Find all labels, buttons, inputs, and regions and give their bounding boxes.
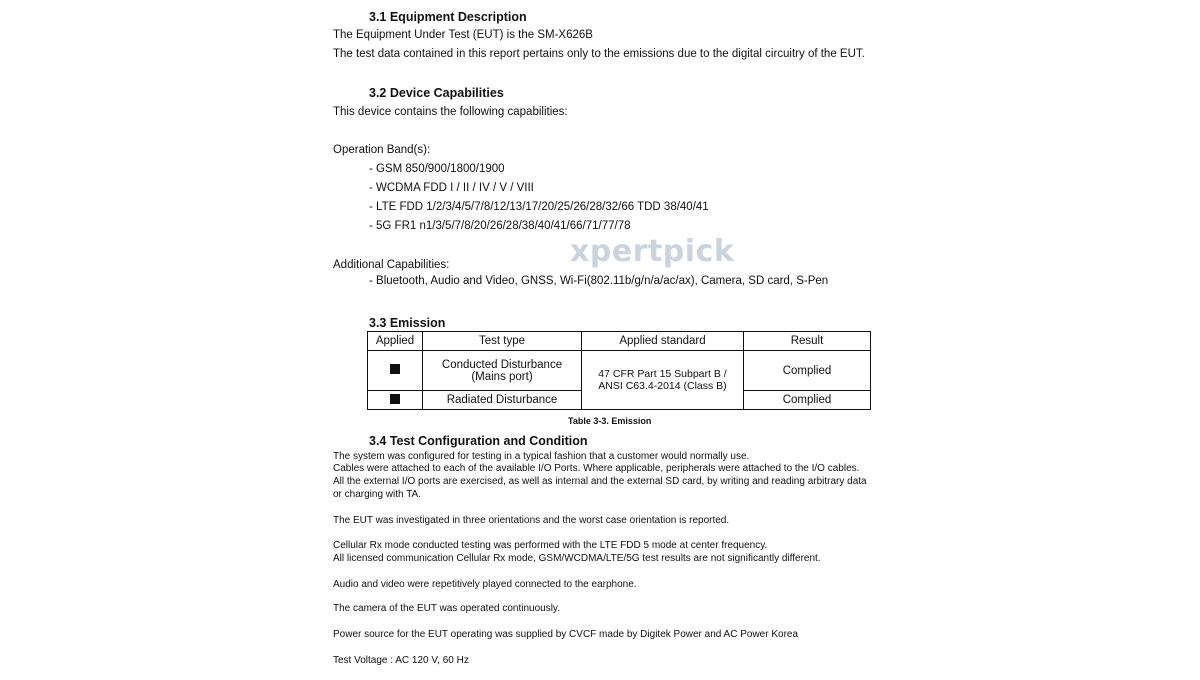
additional-item: - Bluetooth, Audio and Video, GNSS, Wi-Fi(802.11b/g/n/a/ac/ax), Camera, SD card, S-Pen [369, 275, 829, 287]
config-line: Cables were attached to each of the available I/O Ports. Where applicable, peripherals were attached to the I/O cables. [333, 463, 860, 474]
test-type-cell: Radiated Disturbance [423, 391, 582, 410]
band-item: - GSM 850/900/1800/1900 [369, 163, 505, 175]
section-3-2-title: 3.2 Device Capabilities [369, 86, 504, 100]
config-line: Cellular Rx mode conducted testing was performed with the LTE FDD 5 mode at center frequency. [333, 540, 768, 551]
applied-checkbox-mark [390, 394, 400, 404]
standard-line: ANSI C63.4-2014 (Class B) [598, 380, 727, 392]
band-item: - 5G FR1 n1/3/5/7/8/20/26/28/38/40/41/66/71/77/78 [369, 220, 631, 232]
capabilities-intro: This device contains the following capabilities: [333, 106, 568, 118]
test-type-cell [423, 351, 582, 391]
applied-cell [368, 351, 423, 391]
standard-line: 47 CFR Part 15 Subpart B / [598, 368, 727, 380]
header-result: Result [744, 332, 871, 351]
watermark-logo: xpertpick [570, 234, 735, 269]
standard-cell [582, 351, 744, 410]
eut-line: The Equipment Under Test (EUT) is the SM-X626B [333, 29, 593, 41]
test-type-line: Conducted Disturbance [441, 358, 563, 371]
config-line: or charging with TA. [333, 489, 422, 500]
config-line: The camera of the EUT was operated continuously. [333, 603, 560, 614]
test-data-line: The test data contained in this report pertains only to the emissions due to the digital circuitry of the EUT. [333, 48, 865, 60]
config-line: The EUT was investigated in three orientations and the worst case orientation is reported. [333, 515, 730, 526]
section-3-3-title: 3.3 Emission [369, 316, 446, 330]
config-line: Test Voltage : AC 120 V, 60 Hz [333, 655, 469, 666]
band-item: - WCDMA FDD I / II / IV / V / VIII [369, 182, 534, 194]
section-3-1-title: 3.1 Equipment Description [369, 10, 527, 24]
applied-checkbox-mark [390, 364, 400, 374]
header-applied: Applied [368, 332, 423, 351]
result-cell: Complied [744, 391, 871, 410]
header-standard: Applied standard [582, 332, 744, 351]
config-line: The system was configured for testing in a typical fashion that a customer would normally use. [333, 451, 750, 462]
band-item: - LTE FDD 1/2/3/4/5/7/8/12/13/17/20/25/26/28/32/66 TDD 38/40/41 [369, 201, 709, 213]
config-line: Audio and video were repetitively played connected to the earphone. [333, 579, 637, 590]
result-cell: Complied [744, 351, 871, 391]
additional-label: Additional Capabilities: [333, 259, 450, 271]
header-test-type: Test type [423, 332, 582, 351]
config-line: Power source for the EUT operating was supplied by CVCF made by Digitek Power and AC Power Korea [333, 629, 799, 640]
section-3-4-title: 3.4 Test Configuration and Condition [369, 434, 588, 448]
table-caption: Table 3-3. Emission [568, 416, 652, 426]
bands-label: Operation Band(s): [333, 144, 431, 156]
test-type-line: (Mains port) [471, 370, 533, 383]
table-row [368, 351, 871, 391]
config-line: All licensed communication Cellular Rx mode, GSM/WCDMA/LTE/5G test results are not significantly different. [333, 553, 821, 564]
emission-table [367, 331, 871, 410]
applied-cell [368, 391, 423, 410]
config-line: All the external I/O ports are exercised, as well as internal and the external SD card, by writing and reading arbitrary data [333, 476, 867, 487]
